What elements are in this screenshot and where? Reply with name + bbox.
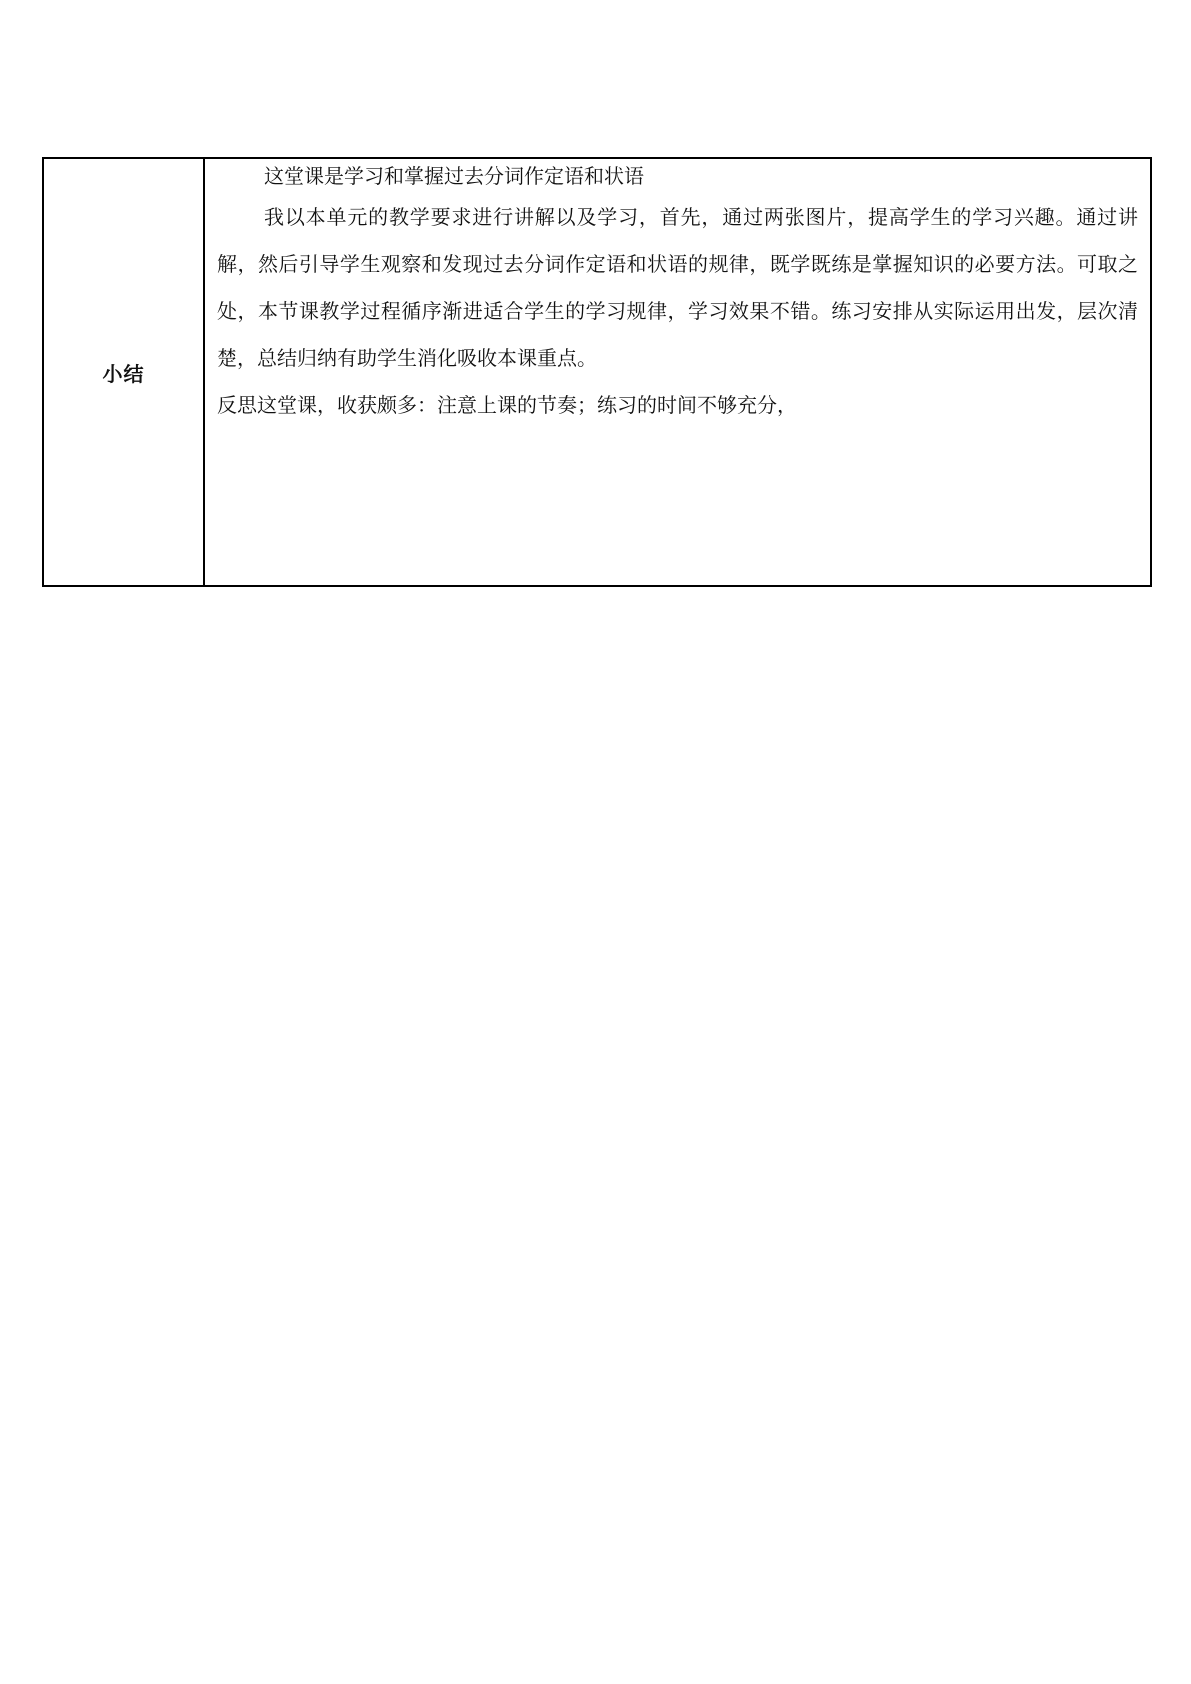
table-row: [43, 158, 1151, 586]
row-label: 小结: [102, 361, 145, 386]
summary-table: [42, 157, 1152, 587]
reflection-paragraph: 反思这堂课，收获颇多：注意上课的节奏；练习的时间不够充分，: [217, 393, 797, 417]
content-cell: [204, 158, 1151, 586]
summary-body-paragraph: 我以本单元的教学要求进行讲解以及学习，首先，通过两张图片，提高学生的学习兴趣。通过讲解，然后引导学生观察和发现过去分词作定语和状语的规律，既学既练是掌握知识的必要方法。可取之处，本节课教学过程循序渐进适合学生的学习规律，学习效果不错。练习安排从实际运用出发，层次清楚，总结归纳有助学生消化吸收本课重点。: [217, 205, 1138, 370]
label-cell: [43, 158, 204, 586]
summary-intro-paragraph: 这堂课是学习和掌握过去分词作定语和状语: [264, 164, 644, 188]
